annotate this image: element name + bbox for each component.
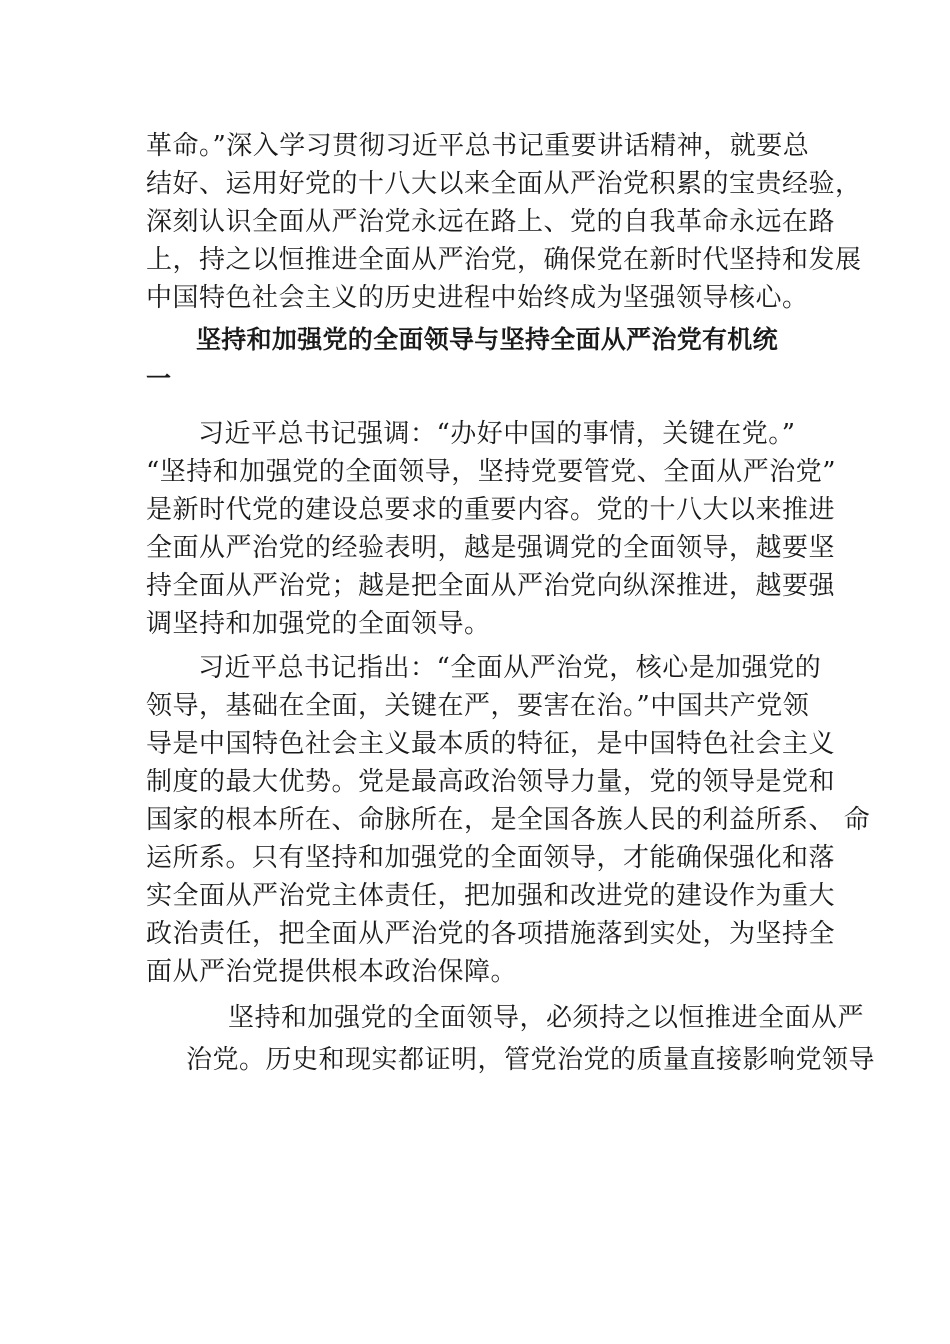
text-line: 中国特色社会主义的历史进程中始终成为坚强领导核心。	[146, 283, 809, 313]
text-line: 领导，基础在全面，关键在严，要害在治。”中国共产党领	[146, 691, 810, 721]
text-line: 治党。历史和现实都证明，管党治党的质量直接影响党领导	[186, 1045, 876, 1075]
text-line: 运所系。只有坚持和加强党的全面领导，才能确保强化和落	[146, 843, 836, 873]
text-line: 革命。”深入学习贯彻习近平总书记重要讲话精神，就要总	[146, 131, 810, 161]
heading-line: 坚持和加强党的全面领导与坚持全面从严治党有机统	[196, 325, 778, 354]
text-line: 上，持之以恒推进全面从严治党，确保党在新时代坚持和发展	[146, 245, 862, 275]
text-line: 国家的根本所在、命脉所在，是全国各族人民的利益所系、 命	[146, 805, 871, 835]
text-line: 是新时代党的建设总要求的重要内容。党的十八大以来推进	[146, 495, 836, 525]
text-line: 全面从严治党的经验表明，越是强调党的全面领导，越要坚	[146, 533, 836, 563]
text-line: 持全面从严治党；越是把全面从严治党向纵深推进，越要强	[146, 571, 836, 601]
text-line: 政治责任，把全面从严治党的各项措施落到实处，为坚持全	[146, 919, 836, 949]
text-line: 导是中国特色社会主义最本质的特征，是中国特色社会主义	[146, 729, 836, 759]
text-line: 习近平总书记强调：“办好中国的事情，关键在党。”	[198, 419, 796, 449]
heading-line: 一	[146, 364, 172, 393]
text-line: 面从严治党提供根本政治保障。	[146, 957, 518, 987]
text-line: 实全面从严治党主体责任，把加强和改进党的建设作为重大	[146, 881, 836, 911]
text-line: 制度的最大优势。党是最高政治领导力量，党的领导是党和	[146, 767, 836, 797]
text-line: 习近平总书记指出：“全面从严治党，核心是加强党的	[198, 653, 822, 683]
text-line: 调坚持和加强党的全面领导。	[146, 609, 491, 639]
text-line: “坚持和加强党的全面领导，坚持党要管党、全面从严治党”	[146, 457, 837, 487]
text-line: 坚持和加强党的全面领导，必须持之以恒推进全面从严	[228, 1003, 865, 1033]
text-line: 结好、运用好党的十八大以来全面从严治党积累的宝贵经验，	[146, 169, 862, 199]
text-line: 深刻认识全面从严治党永远在路上、党的自我革命永远在路	[146, 207, 836, 237]
